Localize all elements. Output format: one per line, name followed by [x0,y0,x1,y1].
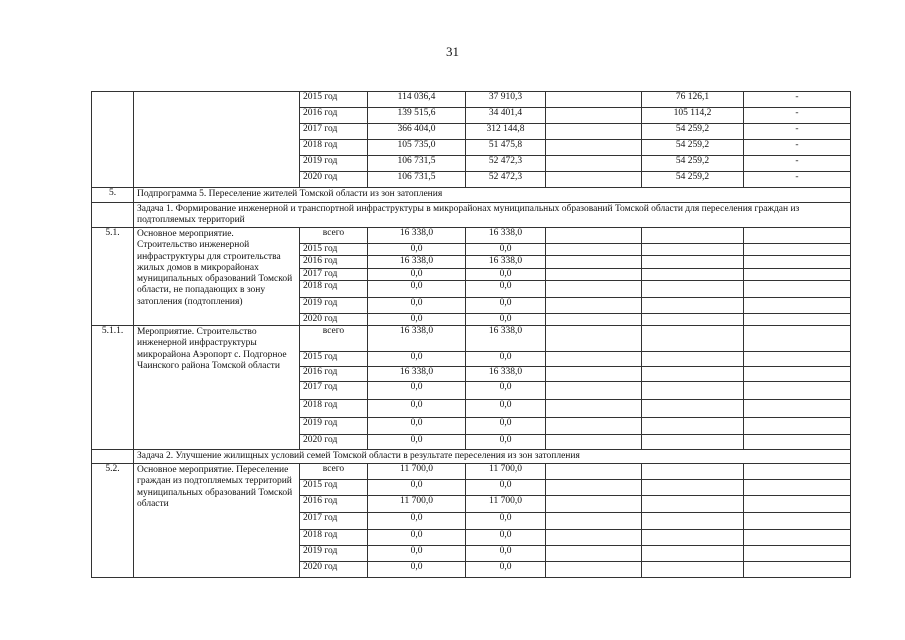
total-cell: 0,0 [368,562,466,578]
measure-description: Мероприятие. Строительство инженерной инфраструктуры микрорайона Аэропорт с. Подгорное Чаинского района Томской области [134,326,300,450]
total-cell: 0,0 [368,382,466,400]
empty-cell [642,256,744,269]
value-cell [546,124,642,140]
year-cell: 2020 год [300,314,368,326]
empty-cell [642,480,744,496]
measure-description: Основное мероприятие. Строительство инженерной инфраструктуры для строительства жилых домов в микрорайонах муниципальных образований Томской области, не попадающих в зону затопления (подтопления) [134,228,300,326]
total-cell: 0,0 [368,352,466,367]
empty-cell [744,352,851,367]
empty-cell [744,256,851,269]
year-cell: 2019 год [300,156,368,172]
empty-cell [744,382,851,400]
budget-table [91,91,851,578]
empty-cell [642,244,744,256]
table-row [92,92,851,108]
year-cell: 2018 год [300,281,368,298]
total-cell: 0,0 [368,400,466,418]
empty-cell [642,352,744,367]
federal-cell: 51 475,8 [466,140,546,156]
year-cell: 2020 год [300,562,368,578]
dash-cell: - [744,172,851,188]
empty-cell [642,326,744,352]
empty-cell [642,382,744,400]
regional-cell: 76 126,1 [642,92,744,108]
empty-cell [642,228,744,244]
total-cell: 0,0 [368,418,466,435]
table-row [92,326,851,352]
federal-cell: 0,0 [466,269,546,281]
empty-cell [744,464,851,480]
total-cell: 0,0 [368,314,466,326]
federal-cell: 52 472,3 [466,156,546,172]
task-2-title: Задача 2. Улучшение жилищных условий семей Томской области в результате переселения из зон затопления [134,450,851,464]
empty-cell [546,298,642,314]
total-cell: 0,0 [368,281,466,298]
federal-cell: 0,0 [466,513,546,530]
measure-number: 5.1. [92,228,134,326]
page-number: 31 [446,44,459,59]
federal-cell: 11 700,0 [466,496,546,513]
regional-cell: 54 259,2 [642,140,744,156]
empty-cell [546,418,642,435]
empty-cell [744,326,851,352]
empty-cell [642,464,744,480]
total-cell: 106 731,5 [368,156,466,172]
table-row [92,188,851,203]
value-cell [546,140,642,156]
table-row [92,464,851,480]
total-cell: 0,0 [368,480,466,496]
federal-cell: 0,0 [466,382,546,400]
row-description [134,92,300,188]
empty-cell [546,435,642,450]
row-number [92,92,134,188]
measure-description: Основное мероприятие. Переселение граждан из подтопляемых территорий муниципальных образований Томской области [134,464,300,578]
empty-cell [546,530,642,546]
task-number-empty [92,203,134,228]
empty-cell [642,298,744,314]
empty-cell [642,562,744,578]
federal-cell: 312 144,8 [466,124,546,140]
empty-cell [642,496,744,513]
federal-cell: 16 338,0 [466,326,546,352]
empty-cell [744,400,851,418]
empty-cell [546,314,642,326]
federal-cell: 0,0 [466,298,546,314]
federal-cell: 16 338,0 [466,228,546,244]
federal-cell: 11 700,0 [466,464,546,480]
federal-cell: 0,0 [466,530,546,546]
total-cell: 0,0 [368,269,466,281]
year-cell: 2017 год [300,124,368,140]
total-cell: 16 338,0 [368,326,466,352]
empty-cell [546,496,642,513]
federal-cell: 0,0 [466,546,546,562]
empty-cell [744,496,851,513]
value-cell [546,108,642,124]
total-cell: 0,0 [368,435,466,450]
empty-cell [546,326,642,352]
value-cell [546,92,642,108]
year-cell: 2017 год [300,513,368,530]
table-row [92,228,851,244]
total-cell: 0,0 [368,513,466,530]
empty-cell [642,546,744,562]
task-1-title: Задача 1. Формирование инженерной и транспортной инфраструктуры в микрорайонах муниципальных образований Томской области для переселения граждан из подтопляемых территорий [134,203,851,228]
year-cell: всего [300,326,368,352]
empty-cell [546,367,642,382]
empty-cell [744,367,851,382]
year-cell: 2015 год [300,244,368,256]
measure-number: 5.1.1. [92,326,134,450]
year-cell: 2017 год [300,269,368,281]
measure-number: 5.2. [92,464,134,578]
total-cell: 114 036,4 [368,92,466,108]
federal-cell: 0,0 [466,281,546,298]
federal-cell: 16 338,0 [466,367,546,382]
empty-cell [546,228,642,244]
total-cell: 16 338,0 [368,367,466,382]
empty-cell [546,244,642,256]
total-cell: 16 338,0 [368,228,466,244]
empty-cell [546,256,642,269]
regional-cell: 105 114,2 [642,108,744,124]
total-cell: 0,0 [368,298,466,314]
empty-cell [546,480,642,496]
federal-cell: 0,0 [466,244,546,256]
table-row [92,203,851,228]
federal-cell: 0,0 [466,418,546,435]
year-cell: 2020 год [300,435,368,450]
empty-cell [744,314,851,326]
empty-cell [744,530,851,546]
empty-cell [642,435,744,450]
regional-cell: 54 259,2 [642,124,744,140]
total-cell: 11 700,0 [368,464,466,480]
year-cell: 2016 год [300,256,368,269]
empty-cell [546,352,642,367]
year-cell: 2016 год [300,367,368,382]
empty-cell [546,269,642,281]
total-cell: 0,0 [368,244,466,256]
total-cell: 11 700,0 [368,496,466,513]
empty-cell [642,400,744,418]
total-cell: 139 515,6 [368,108,466,124]
empty-cell [642,269,744,281]
empty-cell [744,562,851,578]
year-cell: 2018 год [300,140,368,156]
federal-cell: 52 472,3 [466,172,546,188]
dash-cell: - [744,124,851,140]
empty-cell [744,244,851,256]
empty-cell [744,546,851,562]
empty-cell [546,400,642,418]
total-cell: 0,0 [368,530,466,546]
year-cell: всего [300,464,368,480]
dash-cell: - [744,156,851,172]
federal-cell: 34 401,4 [466,108,546,124]
empty-cell [744,298,851,314]
federal-cell: 0,0 [466,480,546,496]
total-cell: 366 404,0 [368,124,466,140]
year-cell: 2020 год [300,172,368,188]
dash-cell: - [744,92,851,108]
year-cell: 2016 год [300,108,368,124]
federal-cell: 0,0 [466,352,546,367]
dash-cell: - [744,140,851,156]
empty-cell [546,546,642,562]
empty-cell [744,281,851,298]
total-cell: 16 338,0 [368,256,466,269]
value-cell [546,172,642,188]
year-cell: 2019 год [300,298,368,314]
year-cell: 2015 год [300,92,368,108]
empty-cell [642,281,744,298]
federal-cell: 16 338,0 [466,256,546,269]
empty-cell [546,281,642,298]
task-number-empty [92,450,134,464]
empty-cell [642,314,744,326]
empty-cell [546,562,642,578]
table-row [92,450,851,464]
federal-cell: 0,0 [466,400,546,418]
year-cell: 2018 год [300,400,368,418]
empty-cell [642,513,744,530]
total-cell: 0,0 [368,546,466,562]
empty-cell [744,228,851,244]
empty-cell [642,367,744,382]
table-body [92,92,851,578]
year-cell: 2015 год [300,480,368,496]
empty-cell [546,464,642,480]
regional-cell: 54 259,2 [642,156,744,172]
year-cell: 2019 год [300,418,368,435]
empty-cell [744,418,851,435]
empty-cell [744,435,851,450]
empty-cell [642,418,744,435]
empty-cell [744,513,851,530]
total-cell: 105 735,0 [368,140,466,156]
dash-cell: - [744,108,851,124]
federal-cell: 0,0 [466,314,546,326]
year-cell: всего [300,228,368,244]
value-cell [546,156,642,172]
total-cell: 106 731,5 [368,172,466,188]
federal-cell: 0,0 [466,435,546,450]
empty-cell [546,382,642,400]
subprogram-title: Подпрограмма 5. Переселение жителей Томской области из зон затопления [134,188,851,203]
year-cell: 2019 год [300,546,368,562]
year-cell: 2017 год [300,382,368,400]
year-cell: 2016 год [300,496,368,513]
federal-cell: 37 910,3 [466,92,546,108]
empty-cell [642,530,744,546]
empty-cell [546,513,642,530]
empty-cell [744,269,851,281]
year-cell: 2018 год [300,530,368,546]
empty-cell [744,480,851,496]
federal-cell: 0,0 [466,562,546,578]
subprogram-number: 5. [92,188,134,203]
year-cell: 2015 год [300,352,368,367]
regional-cell: 54 259,2 [642,172,744,188]
